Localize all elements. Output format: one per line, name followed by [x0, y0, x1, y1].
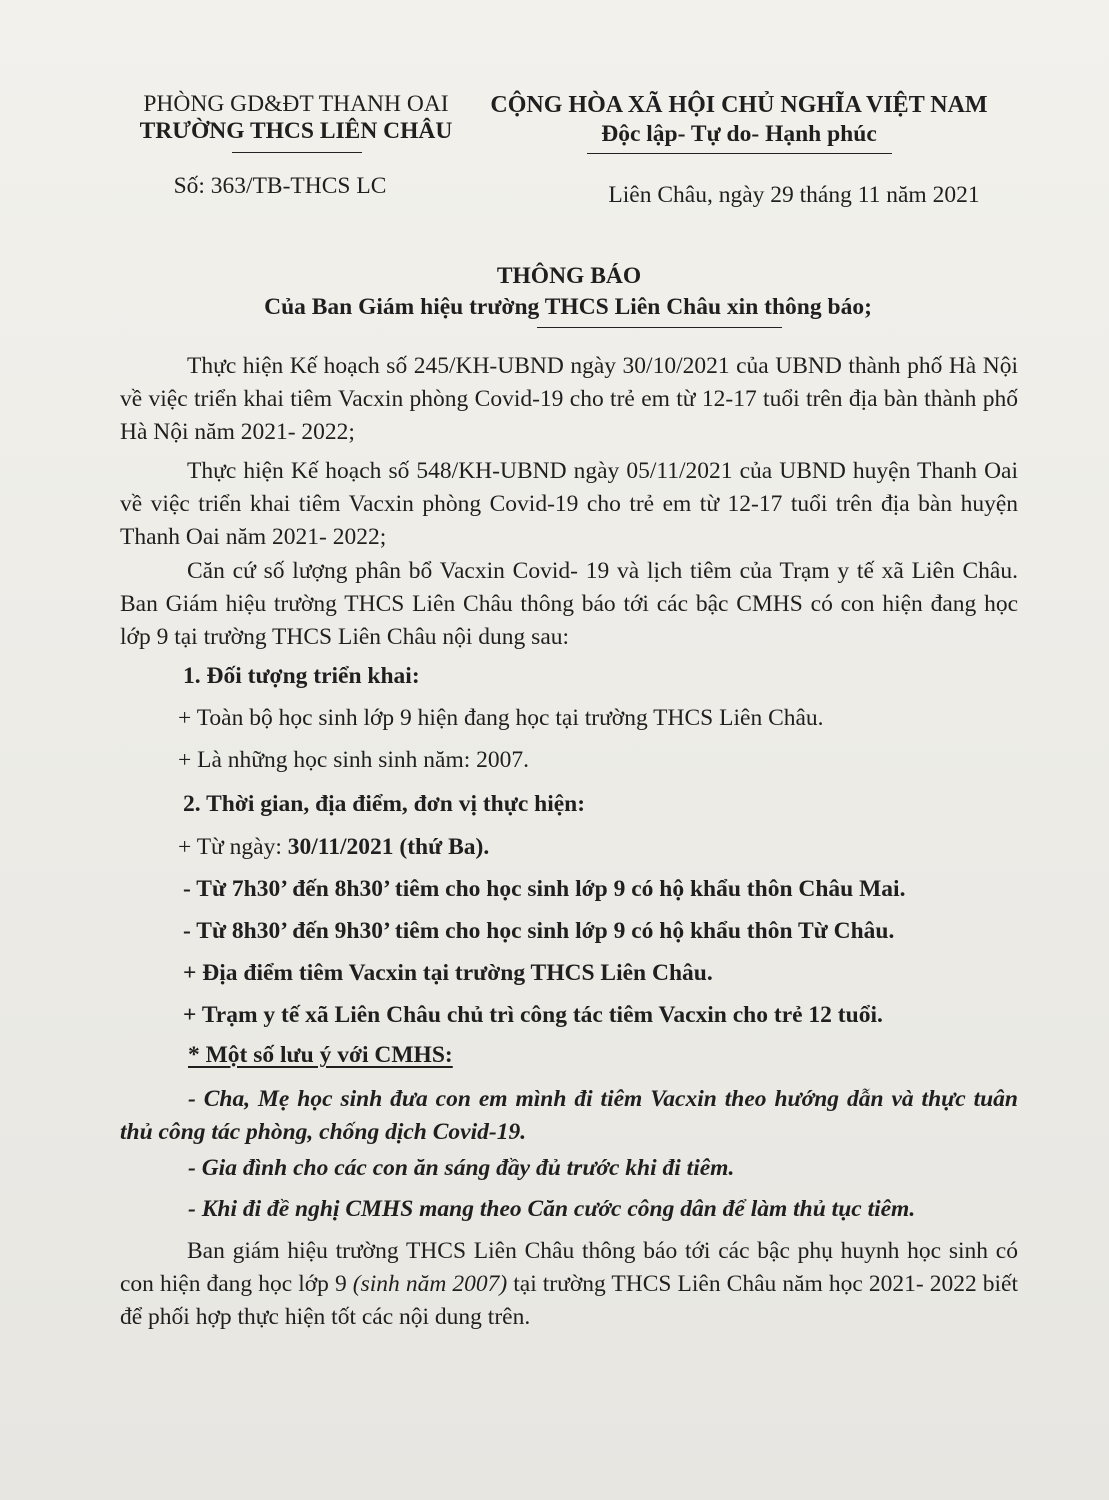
- notice-title: THÔNG BÁO: [496, 263, 642, 289]
- closing-part-2: tại trường THCS Liên Châu năm học 2021- 2022 biết để phối hợp thực hiện tốt các nội dung trên.: [120, 1271, 1018, 1330]
- national-motto: Độc lập- Tự do- Hạnh phúc: [601, 121, 877, 147]
- section2-date-value: 30/11/2021 (thứ Ba).: [287, 834, 490, 860]
- note-3: - Khi đi đề nghị CMHS mang theo Căn cước công dân để làm thủ tục tiêm.: [188, 1196, 916, 1222]
- section1-item-2: + Là những học sinh sinh năm: 2007.: [178, 747, 530, 773]
- section2-item-3: + Địa điểm tiêm Vacxin tại trường THCS Liên Châu.: [183, 960, 713, 986]
- paragraph-plan-245: Thực hiện Kế hoạch số 245/KH-UBND ngày 30/10/2021 của UBND thành phố Hà Nội về việc triển khai tiêm Vacxin phòng Covid-19 cho trẻ em từ 12-17 tuổi trên địa bàn thành phố Hà Nội năm 2021- 2022;: [120, 353, 1018, 445]
- section2-item-4: + Trạm y tế xã Liên Châu chủ trì công tác tiêm Vacxin cho trẻ 12 tuổi.: [183, 1002, 883, 1028]
- note-1: - Cha, Mẹ học sinh đưa con em mình đi tiêm Vacxin theo hướng dẫn và thực tuân thủ công tác phòng, chống dịch Covid-19.: [120, 1086, 1018, 1145]
- note-2: - Gia đình cho các con ăn sáng đầy đủ trước khi đi tiêm.: [188, 1155, 735, 1181]
- section2-heading: 2. Thời gian, địa điểm, đơn vị thực hiện:: [183, 791, 586, 817]
- section2-item-1: - Từ 7h30’ đến 8h30’ tiêm cho học sinh lớp 9 có hộ khẩu thôn Châu Mai.: [183, 876, 906, 902]
- closing-paragraph: [120, 1235, 1018, 1334]
- department-name: PHÒNG GD&ĐT THANH OAI: [143, 91, 449, 117]
- right-header-rule: [587, 153, 892, 154]
- subtitle-rule: [537, 327, 782, 328]
- notes-heading: * Một số lưu ý với CMHS:: [188, 1042, 453, 1068]
- section2-date: [178, 836, 489, 860]
- date-line: Liên Châu, ngày 29 tháng 11 năm 2021: [608, 182, 980, 208]
- left-header-rule: [232, 152, 362, 153]
- national-title: CỘNG HÒA XÃ HỘI CHỦ NGHĨA VIỆT NAM: [490, 92, 988, 118]
- notice-subtitle: Của Ban Giám hiệu trường THCS Liên Châu xin thông báo;: [264, 294, 872, 320]
- school-name: TRƯỜNG THCS LIÊN CHÂU: [139, 118, 453, 144]
- document-number: Số: 363/TB-THCS LC: [173, 173, 387, 199]
- paragraph-basis: Căn cứ số lượng phân bổ Vacxin Covid- 19 và lịch tiêm của Trạm y tế xã Liên Châu. Ban Giám hiệu trường THCS Liên Châu thông báo tới các bậc CMHS có con hiện đang học lớp 9 tại trường THCS Liên Châu nội dung sau:: [120, 558, 1018, 650]
- section2-date-prefix: + Từ ngày:: [178, 834, 288, 860]
- section1-heading: 1. Đối tượng triển khai:: [183, 663, 420, 689]
- paragraph-plan-548: Thực hiện Kế hoạch số 548/KH-UBND ngày 05/11/2021 của UBND huyện Thanh Oai về việc triển khai tiêm Vacxin phòng Covid-19 cho trẻ em từ 12-17 tuổi trên địa bàn huyện Thanh Oai năm 2021- 2022;: [120, 458, 1018, 550]
- section1-item-1: + Toàn bộ học sinh lớp 9 hiện đang học tại trường THCS Liên Châu.: [178, 705, 824, 731]
- section2-item-2: - Từ 8h30’ đến 9h30’ tiêm cho học sinh lớp 9 có hộ khẩu thôn Từ Châu.: [183, 918, 895, 944]
- closing-italic: (sinh năm 2007): [352, 1271, 508, 1297]
- closing-part-1: Ban giám hiệu trường THCS Liên Châu thông báo tới các bậc phụ huynh học sinh có con hiện đang học lớp 9: [120, 1238, 1018, 1297]
